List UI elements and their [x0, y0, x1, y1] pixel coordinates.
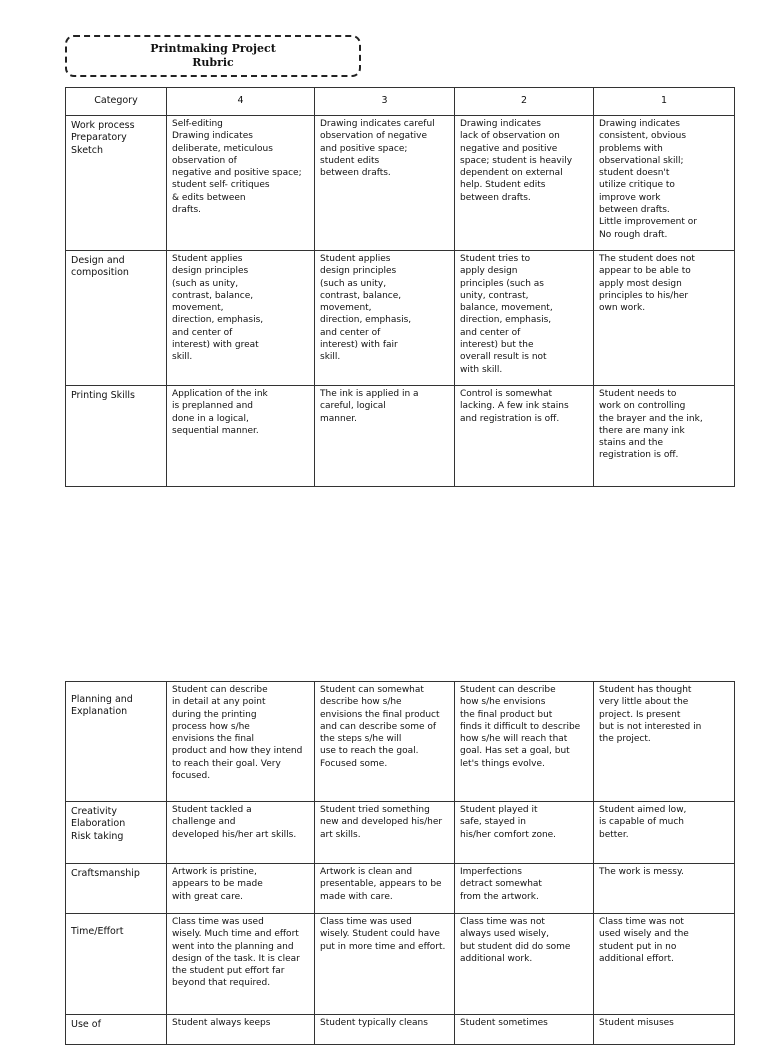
cell-score-1: Drawing indicates consistent, obvious problems with observational skill; student doesn't utilize critique to improve work between drafts. Little improvement or No rough draft. [594, 116, 735, 251]
row-category: Printing Skills [66, 386, 167, 487]
table-row [66, 251, 735, 386]
cell-score-3: Student applies design principles (such as unity, contrast, balance, movement, direction, emphasis, and center of interest) with fair skill. [315, 251, 455, 386]
row-category: Design and composition [66, 251, 167, 386]
header-score-3: 3 [315, 88, 455, 116]
row-category: Use of [66, 1015, 167, 1045]
cell-score-4: Application of the ink is preplanned and done in a logical, sequential manner. [167, 386, 315, 487]
header-row [66, 88, 735, 116]
cell-score-2: Control is somewhat lacking. A few ink stains and registration is off. [455, 386, 594, 487]
title-line-2: Rubric [192, 56, 234, 69]
rubric-table-top [65, 87, 735, 487]
cell-score-2: Class time was not always used wisely, but student did do some additional work. [455, 914, 594, 1015]
row-category: Time/Effort [66, 914, 167, 1015]
table-row [66, 682, 735, 802]
rubric-title-box [65, 35, 361, 77]
row-category: Craftsmanship [66, 864, 167, 914]
cell-score-2: Student sometimes [455, 1015, 594, 1045]
cell-score-2: Student can describe how s/he envisions the final product but finds it difficult to describe how s/he will reach that goal. Has set a goal, but let's things evolve. [455, 682, 594, 802]
table-row [66, 386, 735, 487]
row-category: Creativity Elaboration Risk taking [66, 802, 167, 864]
table-row [66, 914, 735, 1015]
table-row [66, 1015, 735, 1045]
cell-score-4: Student can describe in detail at any point during the printing process how s/he envisions the final product and how they intend to reach their goal. Very focused. [167, 682, 315, 802]
header-score-1: 1 [594, 88, 735, 116]
cell-score-3: Artwork is clean and presentable, appears to be made with care. [315, 864, 455, 914]
cell-score-2: Student played it safe, stayed in his/her comfort zone. [455, 802, 594, 864]
header-score-4: 4 [167, 88, 315, 116]
cell-score-1: Student aimed low, is capable of much better. [594, 802, 735, 864]
cell-score-1: Student has thought very little about the project. Is present but is not interested in the project. [594, 682, 735, 802]
table-row [66, 864, 735, 914]
cell-score-1: The student does not appear to be able to apply most design principles to his/her own work. [594, 251, 735, 386]
cell-score-2: Drawing indicates lack of observation on negative and positive space; student is heavily dependent on external help. Student edits between drafts. [455, 116, 594, 251]
cell-score-3: The ink is applied in a careful, logical manner. [315, 386, 455, 487]
cell-score-4: Artwork is pristine, appears to be made with great care. [167, 864, 315, 914]
cell-score-4: Student always keeps [167, 1015, 315, 1045]
row-category: Planning and Explanation [66, 682, 167, 802]
cell-score-3: Class time was used wisely. Student could have put in more time and effort. [315, 914, 455, 1015]
table-row [66, 802, 735, 864]
cell-score-4: Class time was used wisely. Much time and effort went into the planning and design of the task. It is clear the student put effort far beyond that required. [167, 914, 315, 1015]
header-category: Category [66, 88, 167, 116]
title-line-1: Printmaking Project [150, 42, 276, 55]
cell-score-4: Self-editing Drawing indicates deliberate, meticulous observation of negative and positive space; student self- critiques & edits between drafts. [167, 116, 315, 251]
cell-score-1: Class time was not used wisely and the student put in no additional effort. [594, 914, 735, 1015]
cell-score-1: The work is messy. [594, 864, 735, 914]
rubric-table-bottom [65, 681, 735, 1045]
cell-score-1: Student misuses [594, 1015, 735, 1045]
cell-score-1: Student needs to work on controlling the brayer and the ink, there are many ink stains and the registration is off. [594, 386, 735, 487]
cell-score-4: Student tackled a challenge and developed his/her art skills. [167, 802, 315, 864]
cell-score-3: Student typically cleans [315, 1015, 455, 1045]
table-row [66, 116, 735, 251]
cell-score-3: Student can somewhat describe how s/he envisions the final product and can describe some of the steps s/he will use to reach the goal. Focused some. [315, 682, 455, 802]
cell-score-3: Student tried something new and developed his/her art skills. [315, 802, 455, 864]
cell-score-3: Drawing indicates careful observation of negative and positive space; student edits between drafts. [315, 116, 455, 251]
cell-score-2: Imperfections detract somewhat from the artwork. [455, 864, 594, 914]
cell-score-2: Student tries to apply design principles (such as unity, contrast, balance, movement, direction, emphasis, and center of interest) but the overall result is not with skill. [455, 251, 594, 386]
row-category: Work process Preparatory Sketch [66, 116, 167, 251]
cell-score-4: Student applies design principles (such as unity, contrast, balance, movement, direction, emphasis, and center of interest) with great skill. [167, 251, 315, 386]
header-score-2: 2 [455, 88, 594, 116]
